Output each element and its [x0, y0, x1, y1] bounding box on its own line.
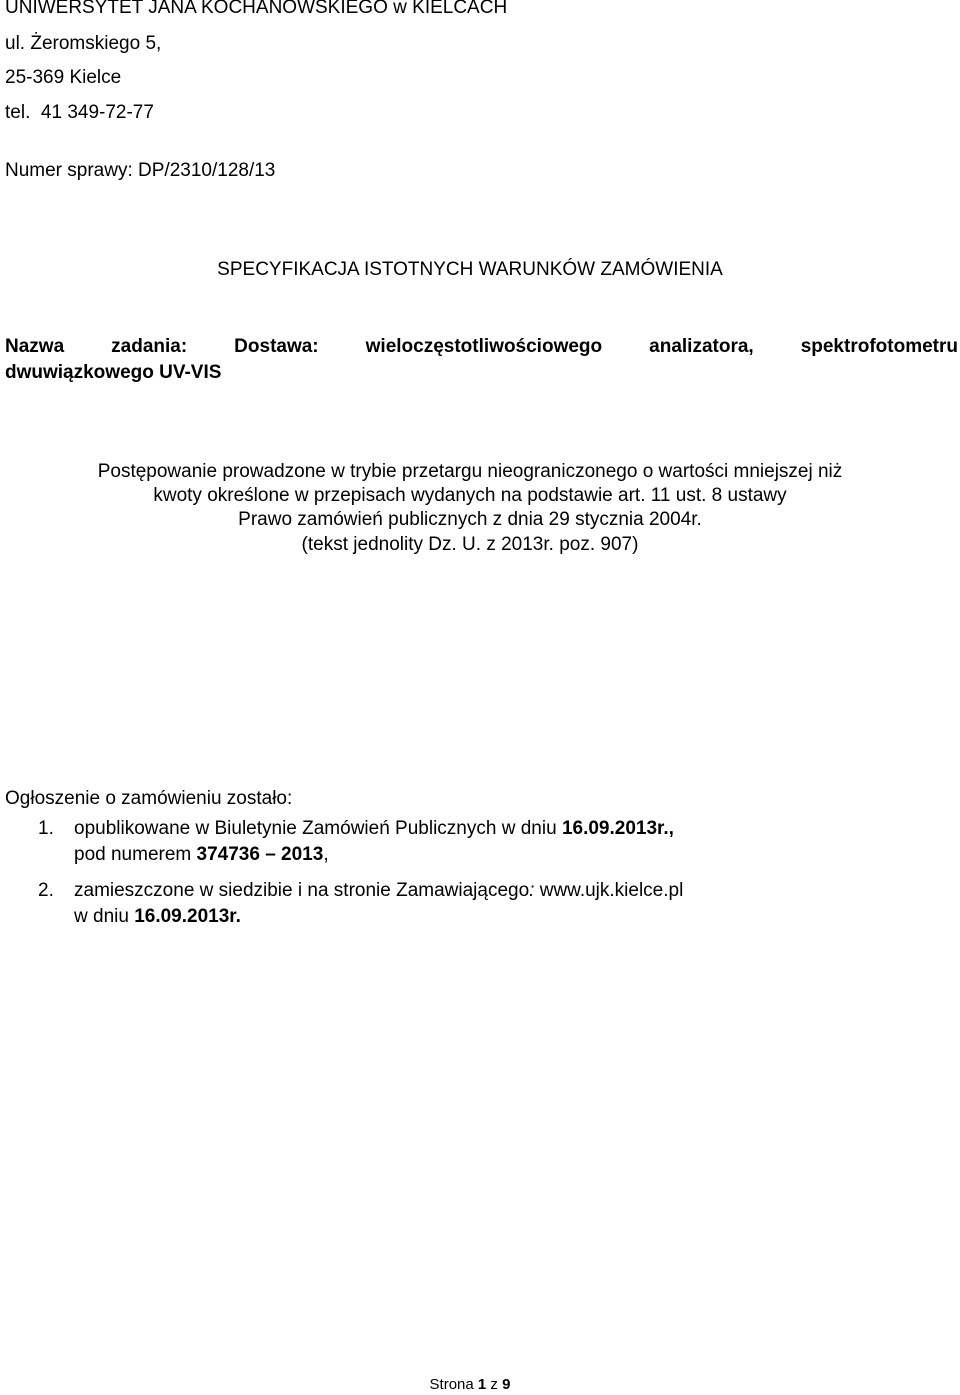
task-word: wieloczęstotliwościowego — [365, 336, 603, 357]
bzp-number: 374736 – 2013 — [196, 844, 324, 865]
header-phone: tel. 41 349-72-77 — [5, 102, 154, 123]
header-street: ul. Żeromskiego 5, — [5, 33, 162, 54]
item1-text: opublikowane w Biuletynie Zamówień Publicznych w dniu — [74, 818, 562, 839]
procedure-line: Prawo zamówień publicznych z dnia 29 stycznia 2004r. — [238, 509, 702, 531]
item1-line2-text: pod numerem — [74, 844, 197, 865]
procedure-line: kwoty określone w przepisach wydanych na podstawie art. 11 ust. 8 ustawy — [153, 485, 787, 507]
footer-of: z — [486, 1376, 503, 1393]
task-name-line1 — [5, 334, 958, 360]
item1-comma: , — [668, 818, 674, 839]
task-name — [5, 334, 958, 386]
item2-text: zamieszczone w siedzibie i na stronie Zamawiającego — [74, 880, 530, 901]
procedure-paragraph — [0, 460, 940, 557]
task-word: Dostawa: — [234, 336, 319, 357]
item2-colon: : — [529, 880, 535, 901]
procedure-line: (tekst jednolity Dz. U. z 2013r. poz. 907) — [301, 533, 639, 555]
item1-date: 16.09.2013r. — [561, 818, 669, 839]
task-word: Nazwa — [5, 336, 65, 357]
total-pages: 9 — [502, 1376, 511, 1393]
website-link[interactable]: www.ujk.kielce.pl — [534, 880, 684, 901]
announcement-item-1 — [38, 816, 674, 868]
header-city: 25-369 Kielce — [5, 67, 122, 88]
case-number: Numer sprawy: DP/2310/128/13 — [5, 160, 276, 181]
footer-label: Strona — [429, 1376, 478, 1393]
header-org: UNIWERSYTET JANA KOCHANOWSKIEGO w KIELCACH — [5, 0, 508, 18]
item2-date: 16.09.2013r. — [134, 906, 241, 927]
announcement-item-2 — [38, 878, 683, 930]
list-number: 1. — [38, 818, 54, 839]
task-name-line2: dwuwiązkowego UV-VIS — [5, 362, 222, 383]
announcement-heading: Ogłoszenie o zamówieniu zostało: — [5, 788, 293, 809]
item1-line2-end: , — [323, 844, 329, 865]
task-word: analizatora, — [649, 336, 754, 357]
item2-line2-text: w dniu — [74, 906, 135, 927]
list-number: 2. — [38, 880, 54, 901]
document-title: SPECYFIKACJA ISTOTNYCH WARUNKÓW ZAMÓWIENIA — [217, 259, 723, 280]
task-word: spektrofotometru — [800, 336, 958, 357]
current-page: 1 — [477, 1376, 487, 1393]
page-footer — [0, 1376, 940, 1394]
procedure-line: Postępowanie prowadzone w trybie przetargu nieograniczonego o wartości mniejszej niż — [97, 461, 843, 482]
task-word: zadania: — [111, 336, 188, 357]
